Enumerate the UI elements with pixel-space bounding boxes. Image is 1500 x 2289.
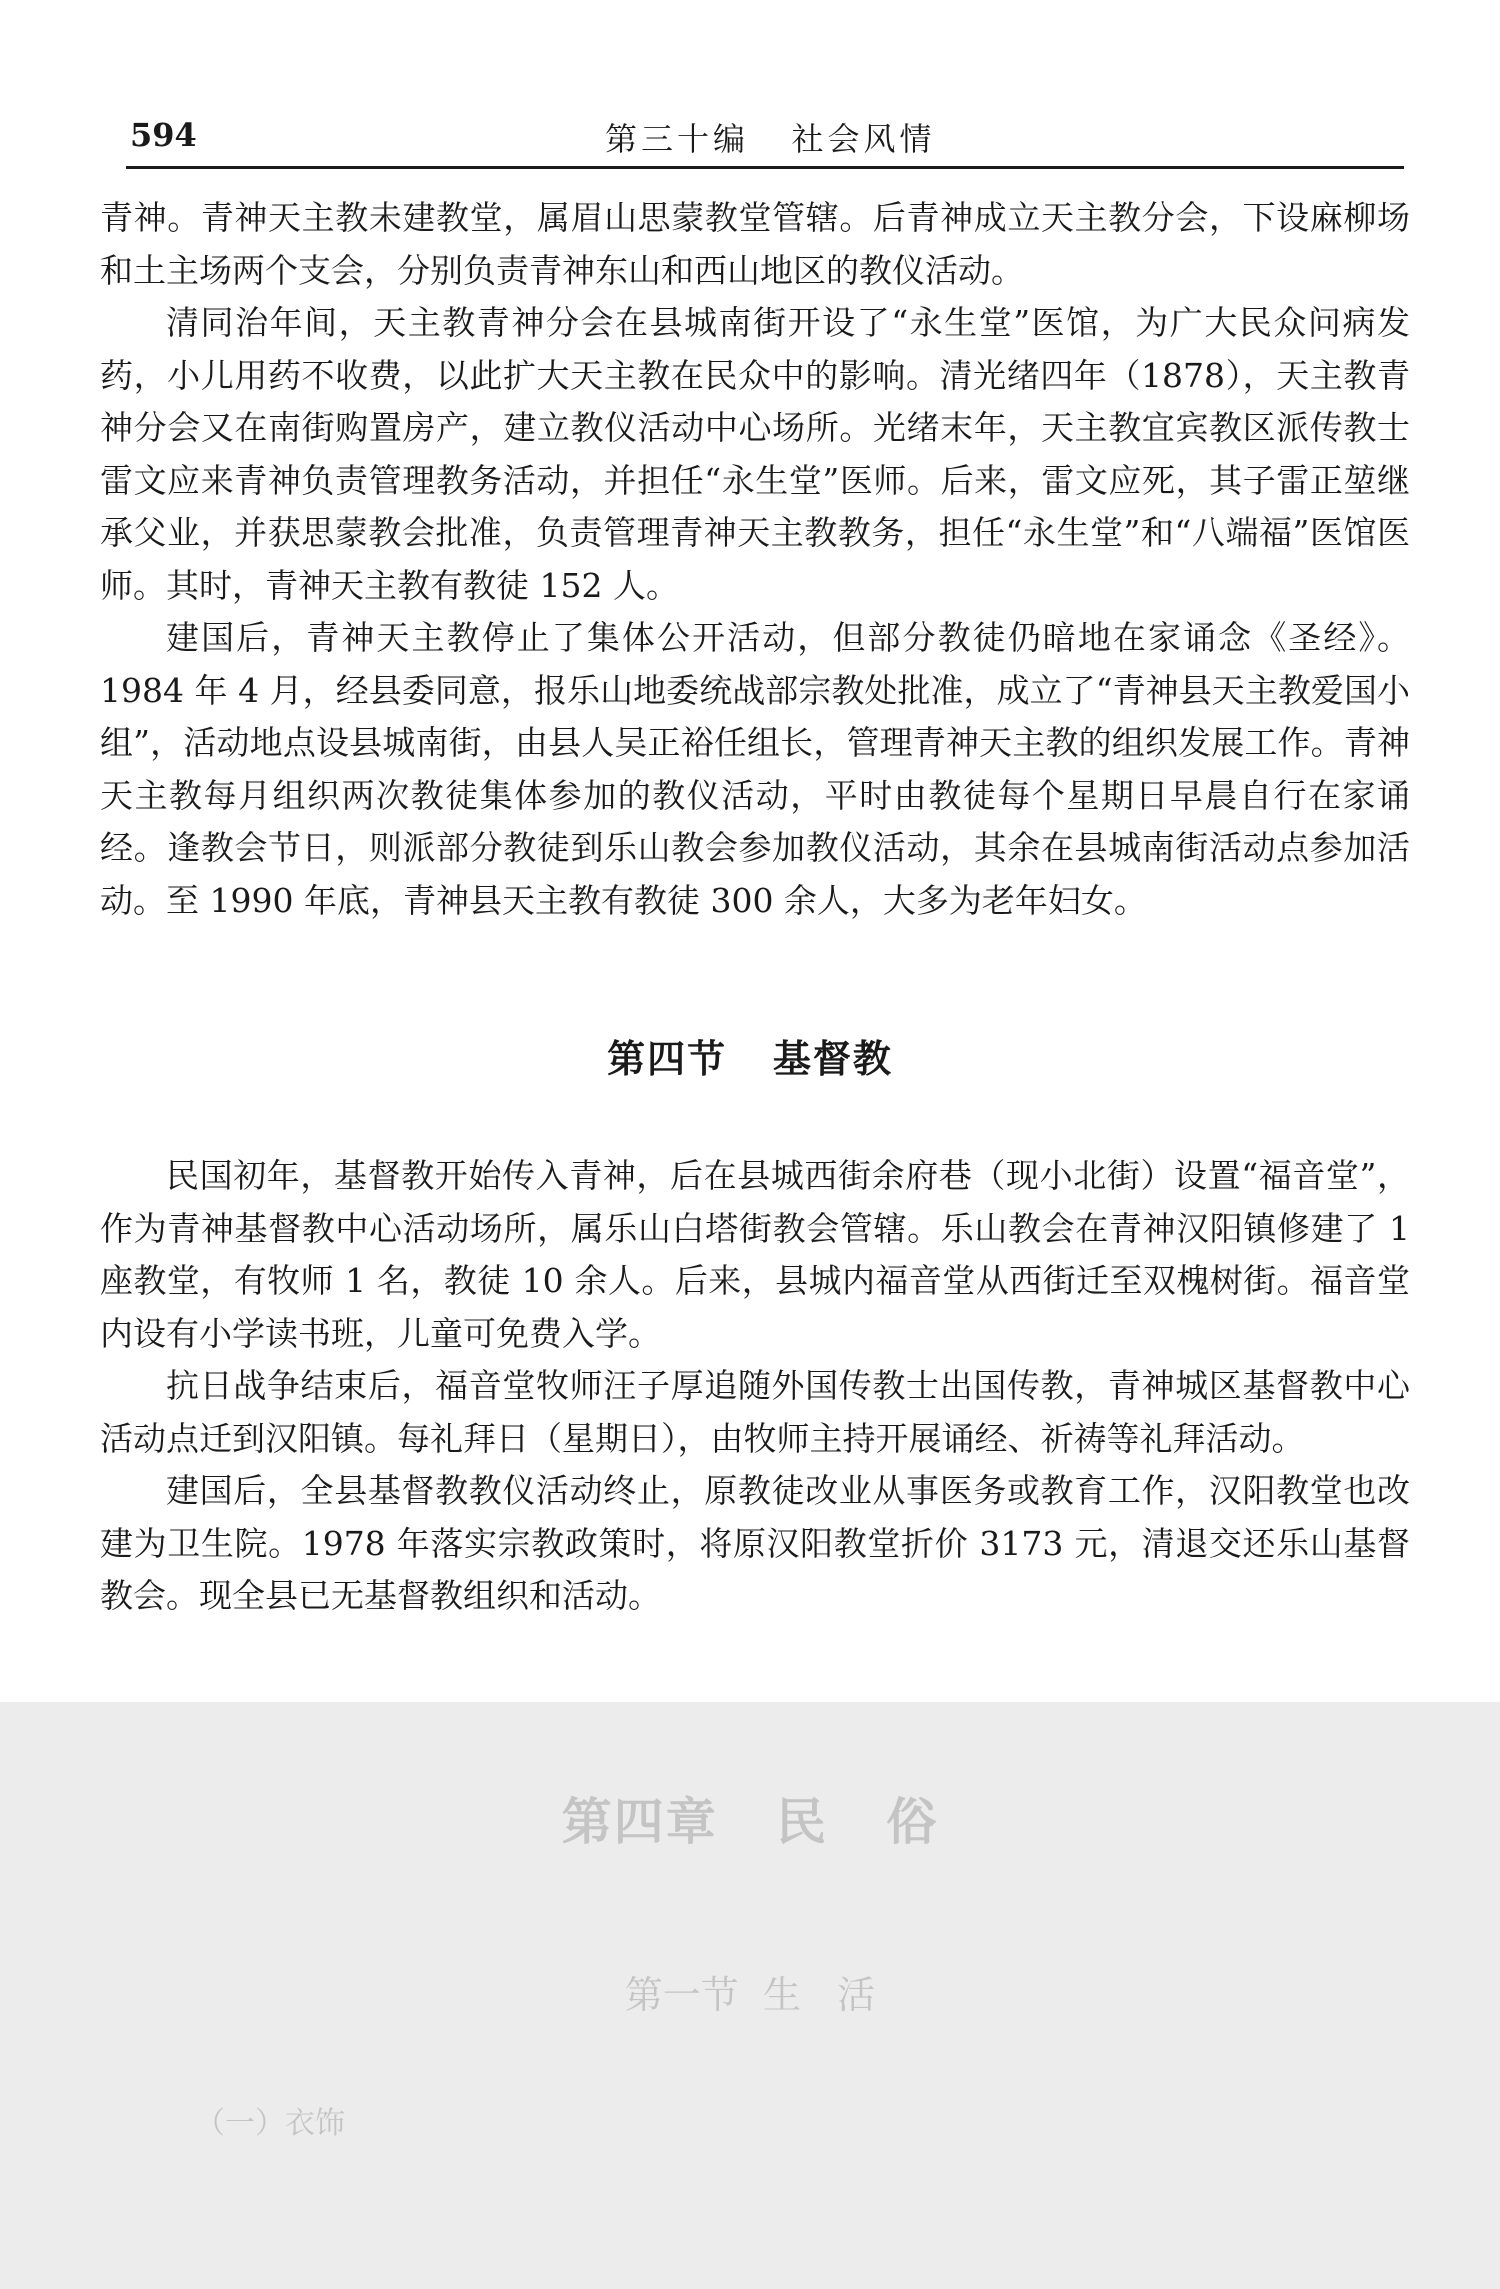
section-heading: 第四节 基督教	[607, 1036, 893, 1081]
chapter-title: 第四章 民 俗	[561, 1792, 939, 1851]
paragraph: 建国后，青神天主教停止了集体公开活动，但部分教徒仍暗地在家诵念《圣经》。1984 年 4 月，经县委同意，报乐山地委统战部宗教处批准，成立了“青神县天主教爱国小组”，活动地点设县城南街，由县人吴正裕任组长，管理青神天主教的组织发展工作。青神天主教每月组织两次教徒集体参加的教仪活动，平时由教徒每个星期日早晨自行在家诵经。逢教会节日，则派部分教徒到乐山教会参加教仪活动，其余在县城南街活动点参加活动。至 1990 年底，青神县天主教有教徒 300 余人，大多为老年妇女。	[100, 618, 1410, 920]
section3-body	[100, 192, 1410, 927]
paragraph: 清同治年间，天主教青神分会在县城南街开设了“永生堂”医馆，为广大民众问病发药，小儿用药不收费，以此扩大天主教在民众中的影响。清光绪四年（1878），天主教青神分会又在南街购置房产，建立教仪活动中心场所。光绪末年，天主教宜宾教区派传教士雷文应来青神负责管理教务活动，并担任“永生堂”医师。后来，雷文应死，其子雷正堃继承父业，并获思蒙教会批准，负责管理青神天主教教务，担任“永生堂”和“八端福”医馆医师。其时，青神天主教有教徒 152 人。	[100, 303, 1410, 605]
section4-body	[100, 1150, 1410, 1623]
paragraph: 建国后，全县基督教教仪活动终止，原教徒改业从事医务或教育工作，汉阳教堂也改建为卫生院。1978 年落实宗教政策时，将原汉阳教堂折价 3173 元，清退交还乐山基督教会。现全县已无基督教组织和活动。	[100, 1471, 1410, 1615]
subsection-title: 第一节 生 活	[624, 1973, 876, 2017]
running-title: 第三十编 社会风情	[605, 120, 936, 158]
next-page-preview	[0, 1702, 1500, 2289]
page-number: 594	[130, 116, 197, 154]
paragraph: 抗日战争结束后，福音堂牧师汪子厚追随外国传教士出国传教，青神城区基督教中心活动点迁到汉阳镇。每礼拜日（星期日），由牧师主持开展诵经、祈祷等礼拜活动。	[100, 1366, 1410, 1458]
paragraph-continued: 青神。青神天主教未建教堂，属眉山思蒙教堂管辖。后青神成立天主教分会，下设麻柳场和土主场两个支会，分别负责青神东山和西山地区的教仪活动。	[100, 198, 1410, 290]
item-title: （一）衣饰	[195, 2106, 345, 2141]
page-header	[130, 108, 1400, 160]
header-rule	[126, 166, 1404, 169]
paragraph: 民国初年，基督教开始传入青神，后在县城西街余府巷（现小北街）设置“福音堂”，作为青神基督教中心活动场所，属乐山白塔街教会管辖。乐山教会在青神汉阳镇修建了 1 座教堂，有牧师 1 名，教徒 10 余人。后来，县城内福音堂从西街迁至双槐树街。福音堂内设有小学读书班，儿童可免费入学。	[100, 1156, 1410, 1353]
